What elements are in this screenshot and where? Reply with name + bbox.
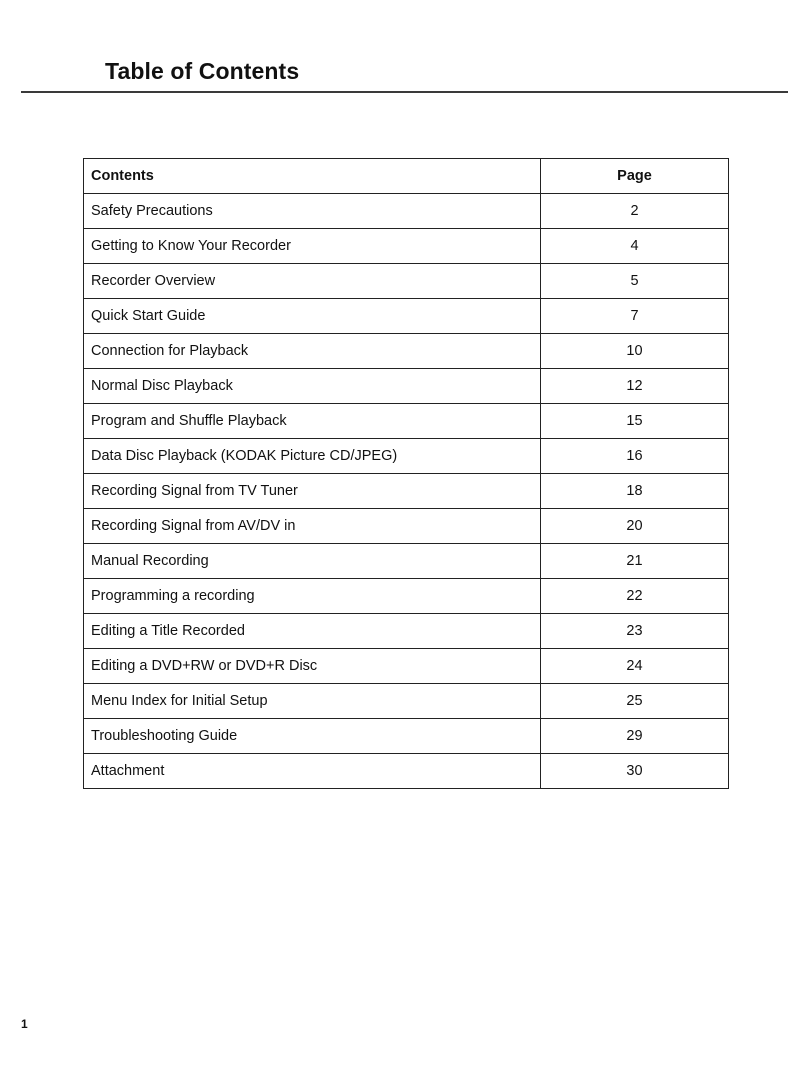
- section-title: Quick Start Guide: [84, 299, 541, 334]
- table-row: [84, 194, 729, 229]
- section-title: Menu Index for Initial Setup: [84, 684, 541, 719]
- table-row: [84, 754, 729, 789]
- section-page: 15: [541, 404, 729, 439]
- section-page: 25: [541, 684, 729, 719]
- table-row: [84, 334, 729, 369]
- section-title: Recording Signal from AV/DV in: [84, 509, 541, 544]
- section-page: 21: [541, 544, 729, 579]
- table-row: [84, 404, 729, 439]
- section-page: 12: [541, 369, 729, 404]
- section-page: 7: [541, 299, 729, 334]
- section-page: 30: [541, 754, 729, 789]
- section-title: Getting to Know Your Recorder: [84, 229, 541, 264]
- section-page: 20: [541, 509, 729, 544]
- title-divider: [21, 91, 788, 93]
- section-page: 16: [541, 439, 729, 474]
- page-number: 1: [21, 1017, 28, 1031]
- table-row: [84, 474, 729, 509]
- section-page: 22: [541, 579, 729, 614]
- section-title: Troubleshooting Guide: [84, 719, 541, 754]
- page-column-header: Page: [541, 159, 729, 194]
- section-page: 18: [541, 474, 729, 509]
- section-title: Programming a recording: [84, 579, 541, 614]
- section-page: 23: [541, 614, 729, 649]
- table-row: [84, 684, 729, 719]
- table-row: [84, 369, 729, 404]
- table-row: [84, 719, 729, 754]
- section-title: Editing a Title Recorded: [84, 614, 541, 649]
- section-title: Recording Signal from TV Tuner: [84, 474, 541, 509]
- table-header-row: [84, 159, 729, 194]
- section-title: Recorder Overview: [84, 264, 541, 299]
- section-title: Program and Shuffle Playback: [84, 404, 541, 439]
- contents-table: [83, 158, 729, 789]
- table-row: [84, 264, 729, 299]
- table-row: [84, 649, 729, 684]
- table-row: [84, 439, 729, 474]
- contents-table-body: [84, 194, 729, 789]
- section-page: 5: [541, 264, 729, 299]
- section-title: Safety Precautions: [84, 194, 541, 229]
- table-row: [84, 579, 729, 614]
- section-title: Data Disc Playback (KODAK Picture CD/JPEG): [84, 439, 541, 474]
- section-page: 2: [541, 194, 729, 229]
- section-title: Connection for Playback: [84, 334, 541, 369]
- section-page: 4: [541, 229, 729, 264]
- section-title: Attachment: [84, 754, 541, 789]
- section-title: Manual Recording: [84, 544, 541, 579]
- section-page: 10: [541, 334, 729, 369]
- table-row: [84, 509, 729, 544]
- table-row: [84, 614, 729, 649]
- table-row: [84, 229, 729, 264]
- section-title: Editing a DVD+RW or DVD+R Disc: [84, 649, 541, 684]
- table-row: [84, 299, 729, 334]
- section-page: 24: [541, 649, 729, 684]
- table-row: [84, 544, 729, 579]
- contents-column-header: Contents: [84, 159, 541, 194]
- section-page: 29: [541, 719, 729, 754]
- section-title: Normal Disc Playback: [84, 369, 541, 404]
- page-title: Table of Contents: [105, 58, 300, 84]
